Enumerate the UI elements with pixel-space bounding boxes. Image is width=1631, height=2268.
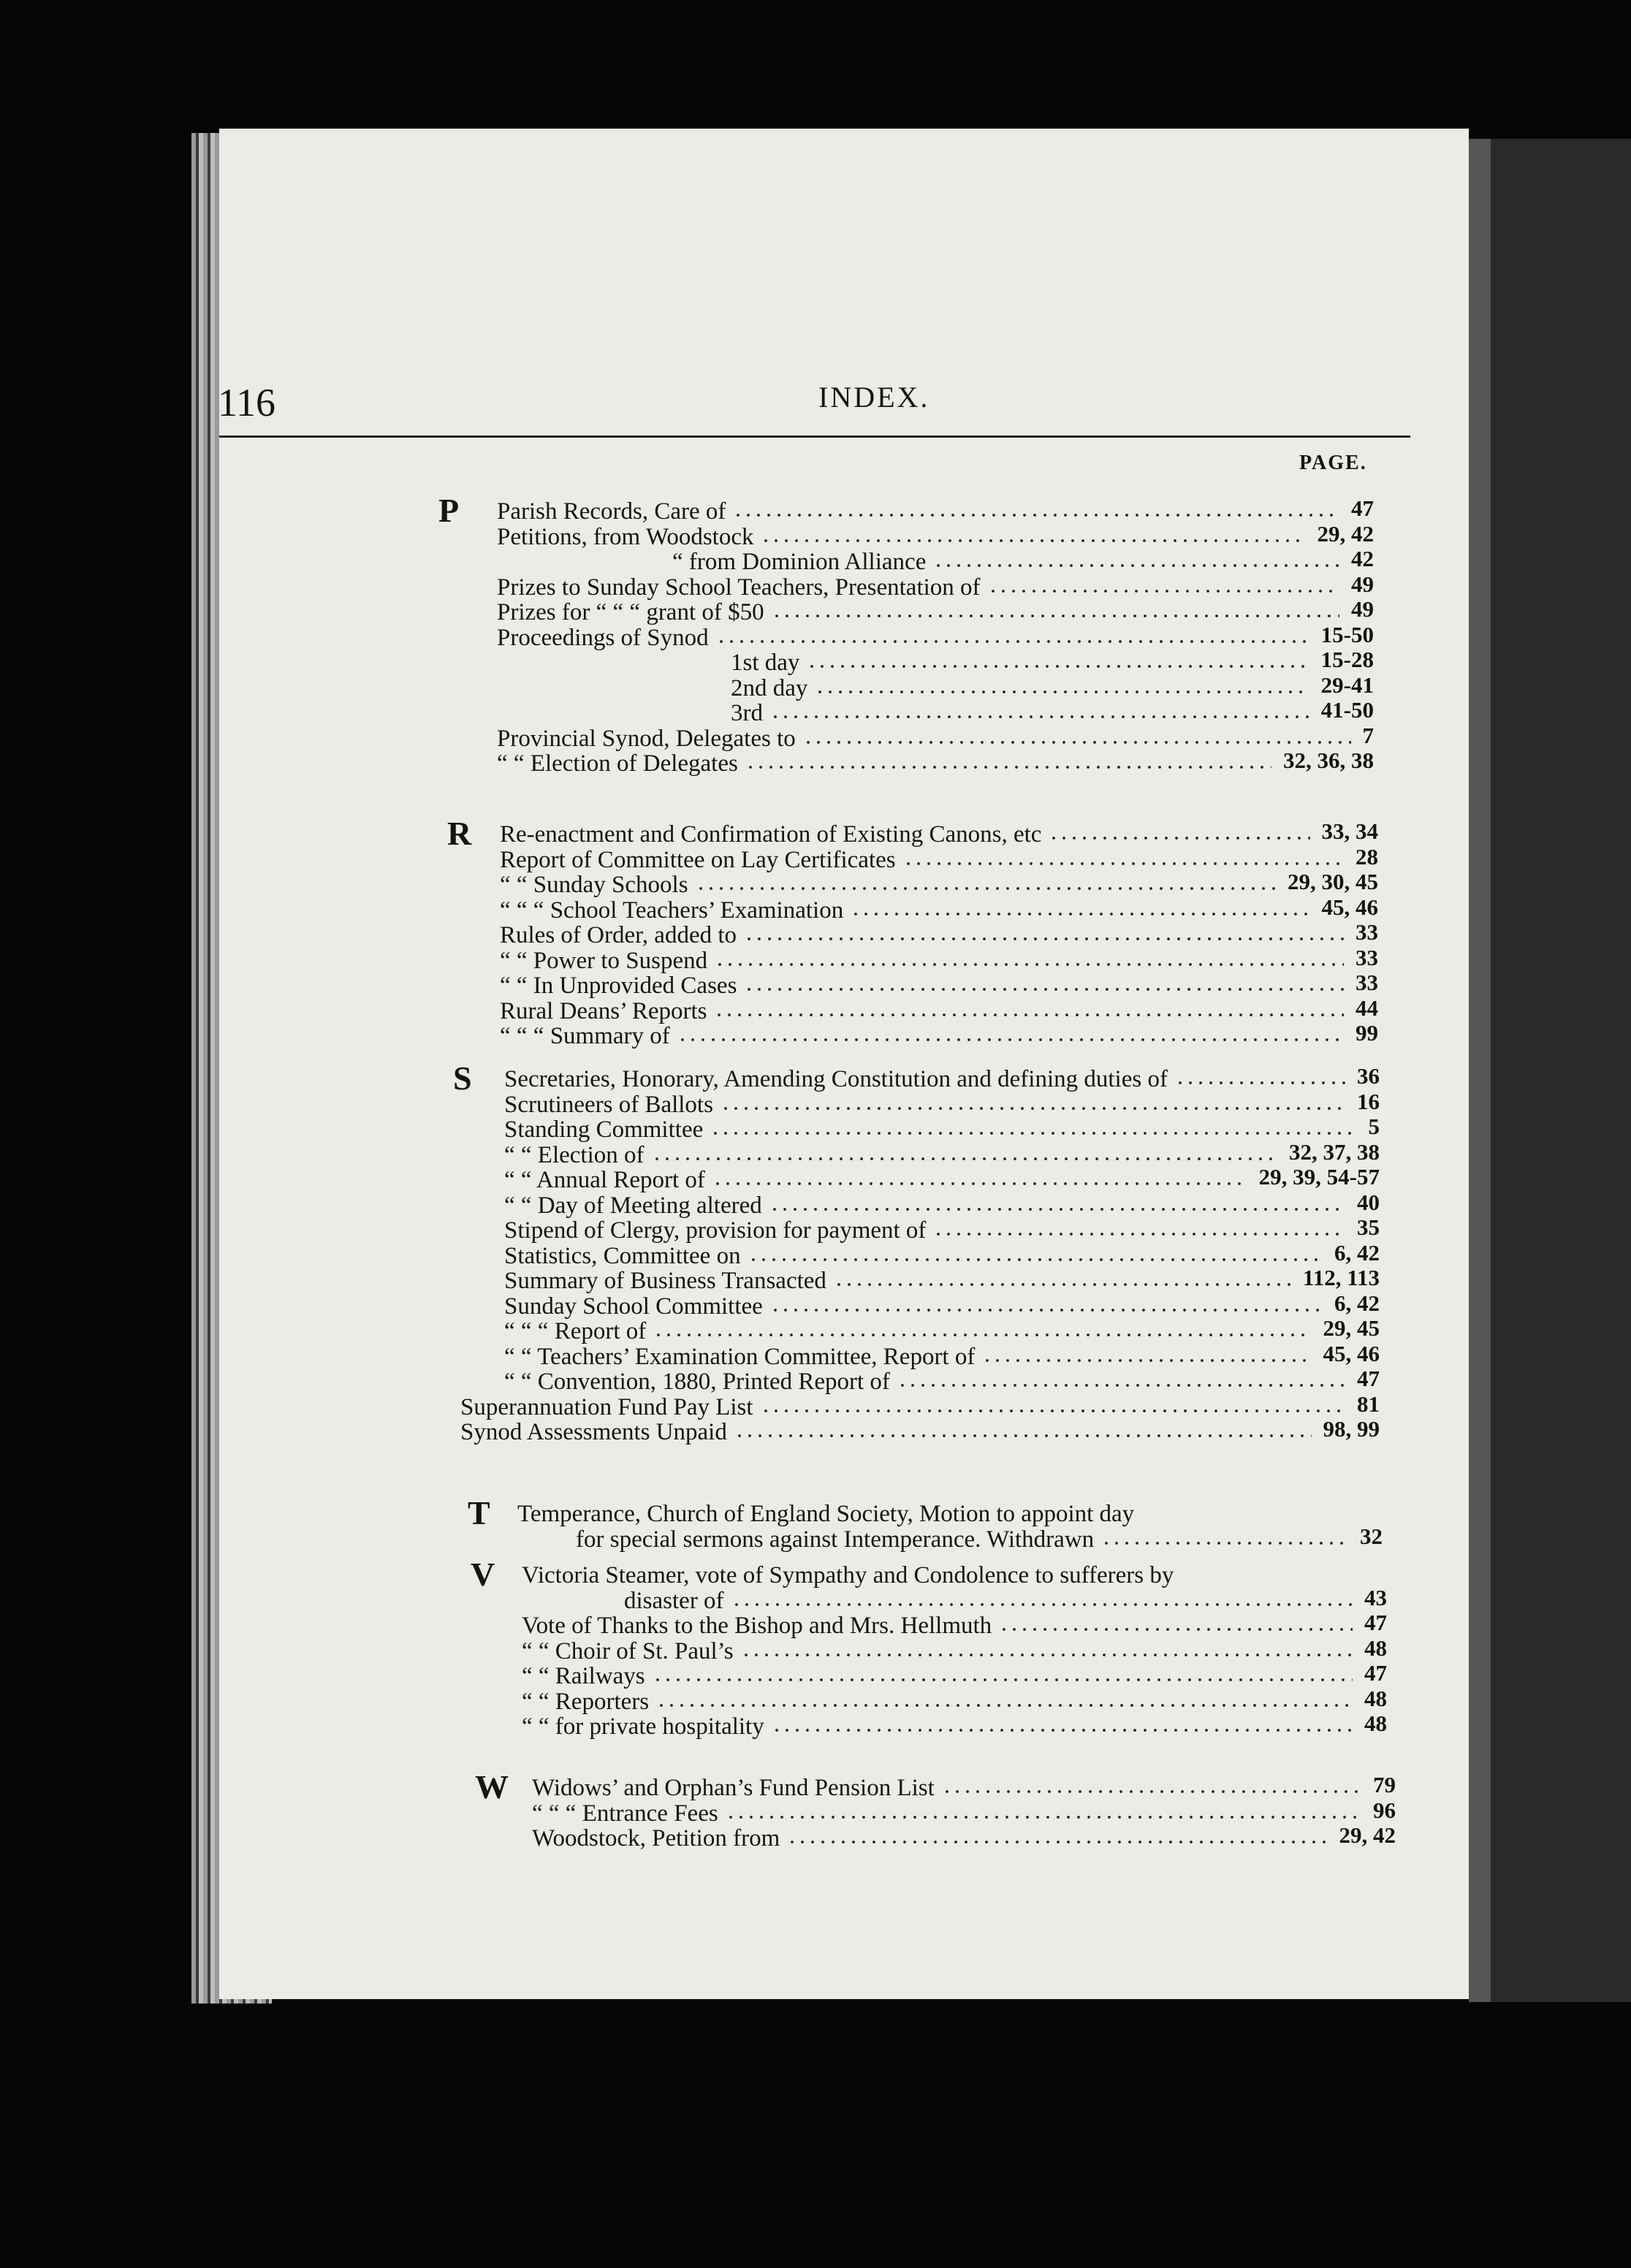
entry-text: “ “ Power to Suspend <box>500 947 708 974</box>
entry-page-ref: 79 <box>1373 1772 1396 1797</box>
section-letter-v: V <box>471 1556 495 1593</box>
leader-dots <box>933 563 1339 568</box>
entry-text: “ “ for private hospitality <box>522 1713 764 1740</box>
entry-text: Sunday School Committee <box>504 1293 763 1320</box>
page-header <box>0 380 1631 438</box>
leader-dots <box>770 715 1309 719</box>
leader-dots <box>772 614 1339 618</box>
leader-dots <box>712 1181 1247 1186</box>
entry-page-ref: 35 <box>1357 1214 1380 1240</box>
index-entry <box>460 1418 1380 1447</box>
leader-dots <box>761 539 1305 543</box>
entry-text: “ “ Convention, 1880, Printed Report of <box>504 1369 890 1395</box>
leader-dots <box>982 1358 1311 1363</box>
entry-page-ref: 99 <box>1356 1020 1378 1046</box>
leader-dots <box>803 740 1351 745</box>
leader-dots <box>851 912 1309 916</box>
entry-text: Provincial Synod, Delegates to <box>497 725 796 752</box>
page-column-heading: PAGE. <box>1299 452 1367 474</box>
leader-dots <box>999 1627 1353 1632</box>
leader-dots <box>726 1815 1361 1819</box>
entry-text: Superannuation Fund Pay List <box>460 1393 753 1420</box>
entry-page-ref: 45, 46 <box>1321 894 1378 920</box>
leader-dots <box>942 1789 1361 1794</box>
entry-page-ref: 47 <box>1357 1366 1380 1391</box>
entry-text: “ “ Annual Report of <box>504 1167 705 1193</box>
entry-text: Proceedings of Synod <box>497 624 709 651</box>
leader-dots <box>933 1232 1345 1236</box>
entry-page-ref: 44 <box>1356 994 1378 1021</box>
leader-dots <box>716 639 1309 644</box>
entry-page-ref: 6, 42 <box>1334 1239 1380 1266</box>
entry-page-ref: 47 <box>1364 1660 1387 1686</box>
entry-page-ref: 112, 113 <box>1302 1265 1380 1290</box>
leader-dots <box>731 1602 1353 1607</box>
entry-text: Stipend of Clergy, provision for payment of <box>504 1217 927 1244</box>
entry-text: Rules of Order, added to <box>500 922 737 948</box>
leader-dots <box>744 987 1344 992</box>
entry-text: “ “ Railways <box>522 1663 645 1689</box>
entry-text: “ “ Choir of St. Paul’s <box>522 1637 734 1664</box>
entry-text: Prizes to Sunday School Teachers, Presentation of <box>497 574 981 601</box>
entry-text: “ “ “ School Teachers’ Examination <box>500 897 844 924</box>
entry-page-ref: 47 <box>1364 1610 1387 1635</box>
entry-page-ref: 96 <box>1373 1797 1396 1823</box>
entry-text: Scrutineers of Ballots <box>504 1091 713 1118</box>
entry-page-ref: 32, 37, 38 <box>1289 1138 1380 1165</box>
entry-page-ref: 29, 42 <box>1317 520 1374 547</box>
entry-text: “ “ Day of Meeting altered <box>504 1192 762 1219</box>
leader-dots <box>721 1106 1345 1111</box>
entry-page-ref: 6, 42 <box>1334 1290 1380 1316</box>
entry-page-ref: 48 <box>1364 1710 1387 1736</box>
page-number: 116 <box>218 381 275 425</box>
entry-page-ref: 49 <box>1351 596 1374 622</box>
entry-text: “ “ Election of Delegates <box>497 750 738 777</box>
section-letter-r: R <box>447 815 472 852</box>
leader-dots <box>769 1207 1345 1211</box>
entry-page-ref: 33 <box>1356 970 1378 995</box>
entry-page-ref: 29, 39, 54-57 <box>1258 1164 1380 1190</box>
leader-dots <box>734 1434 1312 1438</box>
entry-text: “ from Dominion Alliance <box>672 549 927 575</box>
entry-text: 1st day <box>731 650 800 676</box>
entry-page-ref: 5 <box>1368 1114 1380 1139</box>
entry-page-ref: 32 <box>1360 1523 1383 1549</box>
entry-page-ref: 33 <box>1356 919 1378 945</box>
entry-text: “ “ “ Entrance Fees <box>532 1800 718 1827</box>
entry-page-ref: 43 <box>1364 1584 1387 1610</box>
leader-dots <box>652 1157 1278 1161</box>
leader-dots <box>988 589 1339 593</box>
entry-text: for special sermons against Intemperance. Withdrawn <box>576 1526 1095 1553</box>
entry-text: Report of Committee on Lay Certificates <box>500 846 896 873</box>
index-entry <box>497 749 1374 778</box>
leader-dots <box>834 1282 1291 1287</box>
leader-dots <box>1101 1541 1348 1545</box>
entry-text: Synod Assessments Unpaid <box>460 1419 727 1445</box>
section-letter-w: W <box>475 1768 509 1805</box>
entry-text: “ “ Teachers’ Examination Committee, Report of <box>504 1343 976 1370</box>
leader-dots <box>715 962 1344 967</box>
entry-page-ref: 48 <box>1364 1685 1387 1711</box>
leader-dots <box>710 1131 1356 1135</box>
entry-text: disaster of <box>624 1587 724 1614</box>
leader-dots <box>1049 836 1309 840</box>
leader-dots <box>772 1728 1353 1732</box>
entry-text: Vote of Thanks to the Bishop and Mrs. Hellmuth <box>522 1613 992 1639</box>
entry-page-ref: 29-41 <box>1320 671 1374 698</box>
leader-dots <box>741 1653 1353 1657</box>
leader-dots <box>807 664 1309 669</box>
leader-dots <box>815 690 1309 694</box>
entry-page-ref: 29, 45 <box>1323 1315 1380 1341</box>
entry-page-ref: 29, 42 <box>1339 1822 1396 1848</box>
leader-dots <box>1175 1081 1345 1085</box>
entry-page-ref: 33 <box>1356 944 1378 970</box>
entry-page-ref: 28 <box>1356 843 1378 869</box>
index-entry <box>522 1712 1387 1741</box>
leader-dots <box>745 765 1271 769</box>
index-entry <box>532 1824 1396 1853</box>
leader-dots <box>653 1333 1311 1337</box>
entry-text: “ “ In Unprovided Cases <box>500 973 737 999</box>
entry-text: Widows’ and Orphan’s Fund Pension List <box>532 1775 935 1801</box>
index-entry <box>576 1525 1383 1554</box>
entry-page-ref: 98, 99 <box>1323 1416 1380 1442</box>
leader-dots <box>897 1383 1345 1388</box>
section-letter-p: P <box>438 492 460 529</box>
entry-page-ref: 42 <box>1351 546 1374 571</box>
entry-text: 3rd <box>731 700 763 726</box>
entry-text: Victoria Steamer, vote of Sympathy and Condolence to sufferers by <box>522 1562 1174 1588</box>
header-rule <box>219 435 1410 438</box>
entry-page-ref: 15-28 <box>1320 647 1374 672</box>
entry-page-ref: 7 <box>1362 722 1374 748</box>
entry-page-ref: 15-50 <box>1320 621 1374 647</box>
entry-page-ref: 32, 36, 38 <box>1283 747 1374 773</box>
leader-dots <box>714 1013 1344 1017</box>
entry-text: Statistics, Committee on <box>504 1242 741 1269</box>
entry-page-ref: 49 <box>1351 571 1374 597</box>
entry-text: Standing Committee <box>504 1116 704 1143</box>
entry-text: Summary of Business Transacted <box>504 1268 826 1294</box>
leader-dots <box>696 886 1276 891</box>
entry-page-ref: 48 <box>1364 1635 1387 1661</box>
entry-text: Temperance, Church of England Society, Motion to appoint day <box>517 1501 1135 1527</box>
leader-dots <box>761 1409 1345 1413</box>
leader-dots <box>903 861 1344 866</box>
entry-text: Petitions, from Woodstock <box>497 523 754 550</box>
leader-dots <box>787 1840 1327 1844</box>
entry-page-ref: 81 <box>1357 1390 1380 1417</box>
entry-text: Rural Deans’ Reports <box>500 997 707 1024</box>
entry-text: Parish Records, Care of <box>497 498 726 525</box>
leader-dots <box>733 513 1339 517</box>
leader-dots <box>653 1678 1353 1682</box>
entry-page-ref: 40 <box>1357 1189 1380 1215</box>
entry-text: “ “ “ Summary of <box>500 1023 670 1049</box>
entry-text: Secretaries, Honorary, Amending Constitution and defining duties of <box>504 1066 1168 1092</box>
leader-dots <box>748 1257 1323 1262</box>
entry-text: “ “ Sunday Schools <box>500 872 688 898</box>
entry-page-ref: 29, 30, 45 <box>1288 869 1378 894</box>
entry-text: Woodstock, Petition from <box>532 1825 780 1852</box>
leader-dots <box>770 1308 1323 1312</box>
index-entry <box>500 1021 1378 1051</box>
entry-page-ref: 33, 34 <box>1321 818 1378 844</box>
entry-page-ref: 16 <box>1357 1088 1380 1114</box>
section-letter-t: T <box>468 1494 490 1531</box>
entry-page-ref: 41-50 <box>1320 697 1374 723</box>
entry-text: Prizes for “ “ “ grant of $50 <box>497 599 764 625</box>
entry-text: Re-enactment and Confirmation of Existing Canons, etc <box>500 821 1042 848</box>
entry-text: 2nd day <box>731 674 808 701</box>
entry-page-ref: 45, 46 <box>1323 1340 1380 1366</box>
leader-dots <box>677 1038 1344 1042</box>
entry-page-ref: 36 <box>1357 1063 1380 1089</box>
entry-text: “ “ Reporters <box>522 1688 650 1715</box>
section-letter-s: S <box>453 1059 472 1097</box>
entry-text: “ “ “ Report of <box>504 1318 647 1344</box>
leader-dots <box>744 937 1344 941</box>
page-title: INDEX. <box>818 381 930 414</box>
entry-text: “ “ Election of <box>504 1141 645 1168</box>
entry-page-ref: 47 <box>1351 495 1374 521</box>
leader-dots <box>656 1703 1353 1708</box>
